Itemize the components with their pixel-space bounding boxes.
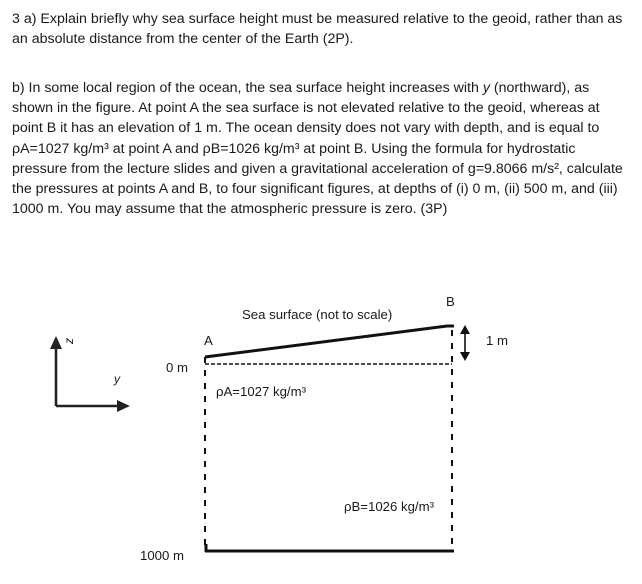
- density-a-label: ρA=1027 kg/m³: [216, 384, 306, 399]
- point-b-label: B: [446, 294, 455, 309]
- sea-surface-label: Sea surface (not to scale): [242, 307, 393, 322]
- point-a-label: A: [204, 333, 213, 348]
- part-b-text-5: , calculate the pressures at points A and B, to four significant figures, at depths of (i) 0 m, (ii) 500 m, and (iii) 1000 m. You may assume that the atmospheric pressure is zero. (3P): [12, 160, 623, 218]
- depth-0m-label: 0 m: [166, 360, 188, 375]
- g-value: g=9.8066 m/s²: [467, 160, 559, 177]
- part-b-text-2: (northward), as shown in the figure. At point A the sea surface is not elevated relative to the geoid, whereas at point B it has an elevation of 1 m. The ocean density does not vary with depth, and is equal to: [12, 80, 600, 137]
- density-b-label: ρB=1026 kg/m³: [344, 499, 434, 514]
- elevation-label: 1 m: [486, 333, 508, 348]
- part-b-text-1: b) In some local region of the ocean, the sea surface height increases with: [12, 80, 483, 96]
- elevation-arrow-icon: [460, 325, 470, 361]
- axis-y-label: y: [114, 372, 120, 386]
- axis-z-label: z: [62, 338, 76, 344]
- question-part-a: 3 a) Explain briefly why sea surface height must be measured relative to the geoid, rather than as an absolute distance from the center of the Earth (2P).: [12, 11, 623, 48]
- rho-a-inline: ρA=1027 kg/m³: [12, 140, 109, 157]
- var-y: y: [482, 80, 490, 96]
- part-b-text-3: at point A and: [108, 140, 203, 157]
- depth-1000m-label: 1000 m: [140, 548, 184, 563]
- part-b-text-4: at point B. Using the formula for hydrostatic pressure from the lecture slides and given a gravitational acceleration of: [12, 140, 576, 177]
- sea-surface-line: [205, 326, 447, 357]
- rho-b-inline: ρB=1026 kg/m³: [202, 140, 300, 157]
